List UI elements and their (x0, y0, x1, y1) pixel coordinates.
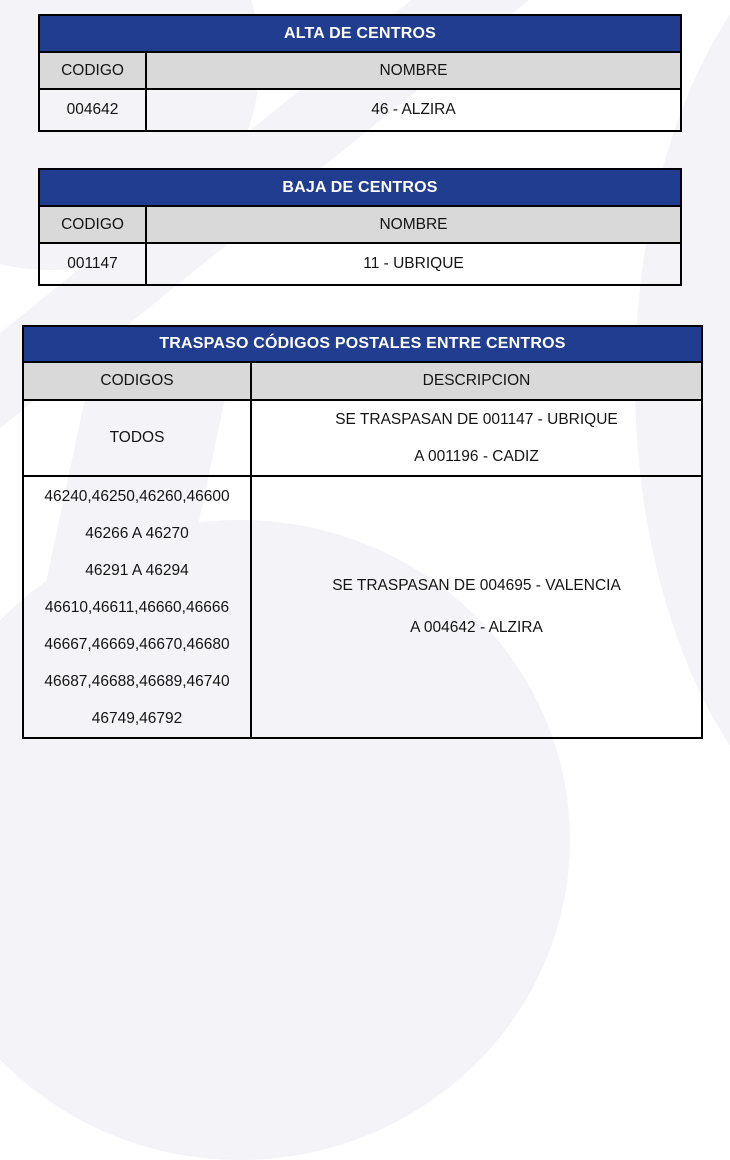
cell-nombre: 46 - ALZIRA (146, 89, 681, 131)
descripcion-line: A 001196 - CADIZ (414, 448, 539, 465)
column-header-descripcion: DESCRIPCION (251, 362, 702, 400)
table-row (39, 52, 681, 89)
table-baja-de-centros (38, 168, 682, 286)
cell-descripcion (251, 476, 702, 738)
descripcion-line: SE TRASPASAN DE 004695 - VALENCIA (332, 577, 621, 594)
table-row (39, 206, 681, 243)
table-title-baja: BAJA DE CENTROS (39, 169, 681, 206)
cell-descripcion (251, 400, 702, 476)
table-alta-de-centros (38, 14, 682, 132)
table-row (39, 169, 681, 206)
codigo-postal-line: 46687,46688,46689,46740 (44, 672, 230, 690)
column-header-codigo: CODIGO (39, 52, 146, 89)
codigo-postal-line: 46291 A 46294 (85, 561, 189, 579)
cell-codigo: 001147 (39, 243, 146, 285)
codigo-postal-line: 46749,46792 (91, 709, 183, 727)
table-row (23, 476, 702, 738)
table-row (23, 362, 702, 400)
column-header-codigo: CODIGO (39, 206, 146, 243)
descripcion-line: A 004642 - ALZIRA (410, 619, 543, 636)
cell-nombre: 11 - UBRIQUE (146, 243, 681, 285)
table-row (39, 15, 681, 52)
column-header-nombre: NOMBRE (146, 206, 681, 243)
descripcion-line: SE TRASPASAN DE 001147 - UBRIQUE (335, 411, 618, 428)
table-title-alta: ALTA DE CENTROS (39, 15, 681, 52)
codigo-postal-line: 46240,46250,46260,46600 (44, 487, 230, 505)
codigo-postal-line: 46266 A 46270 (85, 524, 189, 542)
cell-codigos-todos: TODOS (23, 400, 251, 476)
column-header-nombre: NOMBRE (146, 52, 681, 89)
cell-codigo: 004642 (39, 89, 146, 131)
table-title-traspaso: TRASPASO CÓDIGOS POSTALES ENTRE CENTROS (23, 326, 702, 362)
table-row (23, 326, 702, 362)
table-row (23, 400, 702, 476)
table-traspaso-codigos-postales (22, 325, 703, 739)
codigo-postal-line: 46610,46611,46660,46666 (44, 598, 230, 616)
table-row (39, 89, 681, 131)
cell-codigos-list (23, 476, 251, 738)
codigo-postal-line: 46667,46669,46670,46680 (44, 635, 230, 653)
table-row (39, 243, 681, 285)
column-header-codigos: CODIGOS (23, 362, 251, 400)
